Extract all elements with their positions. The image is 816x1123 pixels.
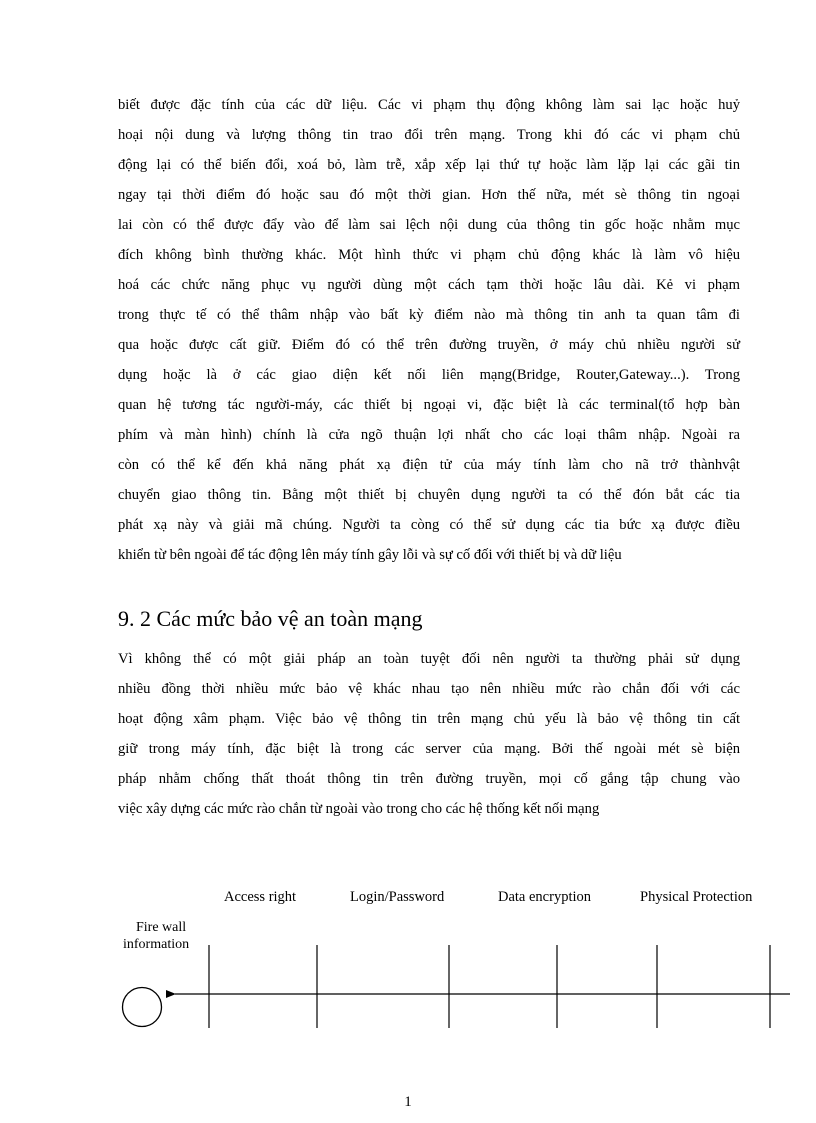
label-information: information bbox=[123, 937, 190, 952]
text-line: phím và màn hình) chính là cửa ngõ thuận lợi nhất cho các loại thâm nhập. Ngoài ra bbox=[118, 427, 740, 443]
text-line: dụng hoặc là ở các giao diện kết nối liên mạng(Bridge, Router,Gateway...). Trong bbox=[118, 367, 740, 383]
text-line: biết được đặc tính của các dữ liệu. Các vi phạm thụ động không làm sai lạc hoặc huỷ bbox=[118, 97, 740, 113]
label-physical-protection: Physical Protection bbox=[640, 889, 753, 905]
text-line: qua hoặc được cất giữ. Điểm đó có thể trên đường truyền, ở máy chủ nhiều người sử bbox=[118, 337, 740, 353]
text-line: Vì không thể có một giải pháp an toàn tuyệt đối nên người ta thường phải sử dụng bbox=[118, 651, 740, 667]
label-firewall: Fire wall bbox=[136, 920, 187, 935]
text-line: việc xây dựng các mức rào chắn từ ngoài vào trong cho các hệ thống kết nối mạng bbox=[118, 801, 600, 817]
barrier-lines bbox=[209, 945, 770, 1028]
text-line: hoạt động xâm phạm. Việc bảo vệ thông tin trên mạng chủ yếu là bảo vệ thông tin cất bbox=[118, 711, 740, 727]
label-data-encryption: Data encryption bbox=[498, 889, 592, 905]
text-line: phát xạ này và giải mã chúng. Người ta còng có thể sử dụng các tia bức xạ được điều bbox=[118, 517, 740, 533]
text-line: khiển từ bên ngoài để tác động lên máy tính gây lỗi và sự cố đối với thiết bị và dữ liệu bbox=[118, 547, 622, 563]
label-login-password: Login/Password bbox=[350, 889, 445, 905]
page-number: 1 bbox=[404, 1094, 412, 1110]
body-paragraph-2 bbox=[118, 644, 740, 824]
text-line: trong thực tế có thể thâm nhập vào bất kỳ điểm nào mà thông tin anh ta quan tâm đi bbox=[118, 307, 740, 323]
information-circle bbox=[123, 988, 162, 1027]
section-heading: 9. 2 Các mức bảo vệ an toàn mạng bbox=[118, 606, 423, 631]
body-paragraph-1 bbox=[118, 90, 740, 570]
text-line: quan hệ tương tác người-máy, các thiết bị ngoại vi, đặc biệt là các terminal(tổ hợp bàn bbox=[118, 397, 740, 413]
text-line: ngay tại thời điểm đó hoặc sau đó một thời gian. Hơn thế nữa, mét sè thông tin ngoại bbox=[118, 187, 740, 203]
text-line: hoại nội dung và lượng thông tin trao đổi trên mạng. Trong khi đó các vi phạm chủ bbox=[118, 127, 740, 143]
text-line: hoá các chức năng phục vụ người dùng một cách tạm thời hoặc lâu dài. Kẻ vi phạm bbox=[118, 277, 740, 293]
text-line: đích không bình thường khác. Một hình thức vi phạm chủ động khác là làm vô hiệu bbox=[118, 247, 740, 263]
text-line: lai còn có thể được đẩy vào để làm sai lệch nội dung của thông tin gốc hoặc nhằm mục bbox=[118, 217, 740, 233]
text-line: giữ trong máy tính, đặc biệt là trong các server của mạng. Bởi thế ngoài mét sè biện bbox=[118, 741, 740, 757]
label-access-right: Access right bbox=[224, 889, 297, 905]
text-line: pháp nhằm chống thất thoát thông tin trên đường truyền, mọi cố gắng tập chung vào bbox=[118, 771, 740, 787]
text-line: động lại có thể biến đổi, xoá bỏ, làm trễ, xắp xếp lại thứ tự hoặc làm lặp lại các gãi tin bbox=[118, 157, 740, 173]
text-line: chuyển giao thông tin. Bằng một thiết bị chuyên dụng người ta có thể đón bắt các tia bbox=[118, 487, 740, 503]
text-line: nhiều đồng thời nhiều mức bảo vệ khác nhau tạo nên nhiều mức rào chắn đối với các bbox=[118, 681, 740, 697]
text-line: còn có thể kể đến khả năng phát xạ điện tử của máy tính làm cho nã trở thànhvật bbox=[118, 457, 740, 473]
